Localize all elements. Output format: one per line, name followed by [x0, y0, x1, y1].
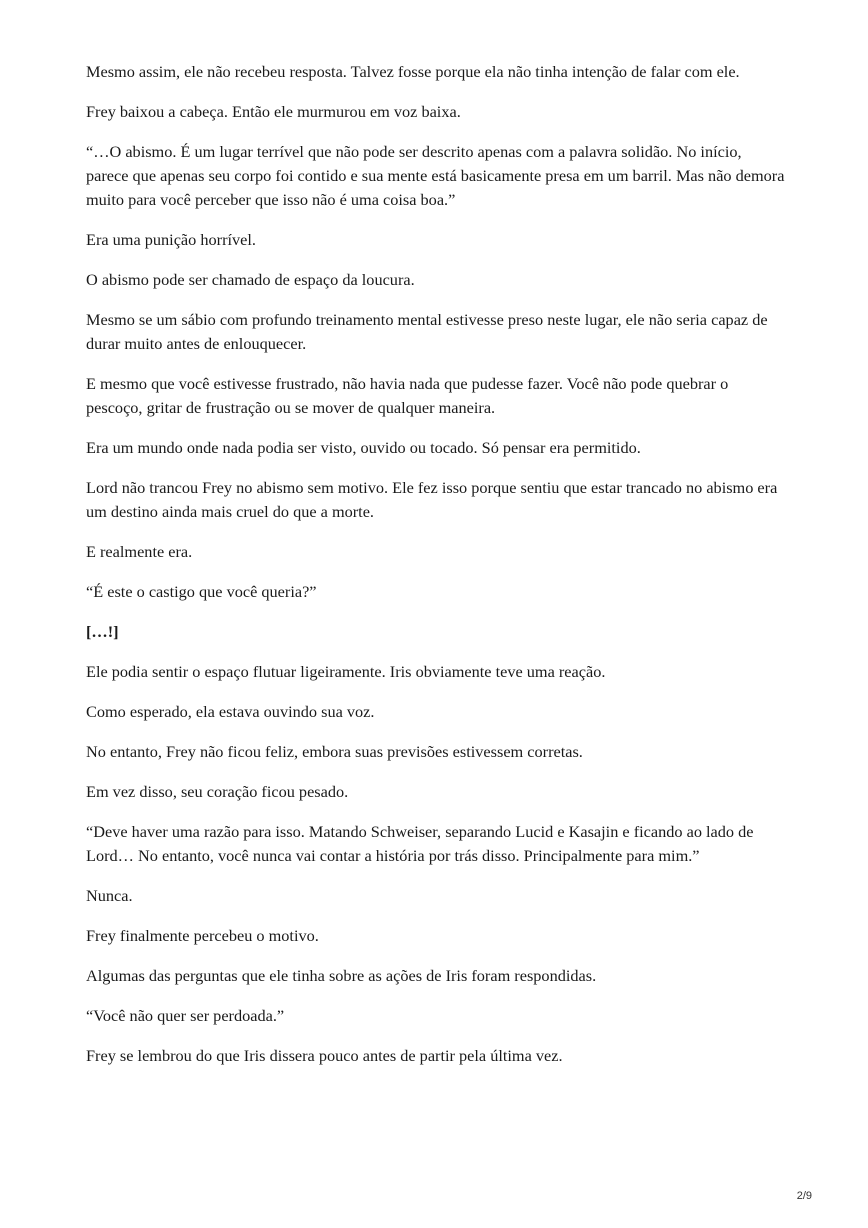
- document-body: [86, 60, 786, 1084]
- paragraph: Em vez disso, seu coração ficou pesado.: [86, 782, 349, 801]
- paragraph: “É este o castigo que você queria?”: [86, 582, 317, 601]
- paragraph: Era uma punição horrível.: [86, 230, 256, 249]
- paragraph: “…O abismo. É um lugar terrível que não pode ser descrito apenas com a palavra solidão. No início, parece que apenas seu corpo foi contido e sua mente está basicamente presa em um barril. Mas não demora muito para você perceber que isso não é uma coisa boa.”: [86, 142, 785, 209]
- paragraph: Frey baixou a cabeça. Então ele murmurou em voz baixa.: [86, 102, 461, 121]
- page-number: 2/9: [796, 1190, 812, 1202]
- paragraph: “Deve haver uma razão para isso. Matando Schweiser, separando Lucid e Kasajin e ficando ao lado de Lord… No entanto, você nunca vai contar a história por trás disso. Principalmente para mim.”: [86, 822, 754, 865]
- paragraph: Mesmo assim, ele não recebeu resposta. Talvez fosse porque ela não tinha intenção de falar com ele.: [86, 62, 740, 81]
- paragraph: No entanto, Frey não ficou feliz, embora suas previsões estivessem corretas.: [86, 742, 583, 761]
- paragraph: Frey se lembrou do que Iris dissera pouco antes de partir pela última vez.: [86, 1046, 563, 1065]
- paragraph: Lord não trancou Frey no abismo sem motivo. Ele fez isso porque sentiu que estar trancado no abismo era um destino ainda mais cruel do que a morte.: [86, 478, 778, 521]
- paragraph: E mesmo que você estivesse frustrado, não havia nada que pudesse fazer. Você não pode quebrar o pescoço, gritar de frustração ou se mover de qualquer maneira.: [86, 374, 729, 417]
- paragraph: “Você não quer ser perdoada.”: [86, 1006, 285, 1025]
- paragraph: Frey finalmente percebeu o motivo.: [86, 926, 319, 945]
- paragraph: E realmente era.: [86, 542, 193, 561]
- paragraph: Ele podia sentir o espaço flutuar ligeiramente. Iris obviamente teve uma reação.: [86, 662, 606, 681]
- paragraph: Era um mundo onde nada podia ser visto, ouvido ou tocado. Só pensar era permitido.: [86, 438, 641, 457]
- bold-paragraph: […!]: [86, 622, 119, 641]
- paragraph: Mesmo se um sábio com profundo treinamento mental estivesse preso neste lugar, ele não seria capaz de durar muito antes de enlouquecer.: [86, 310, 768, 353]
- paragraph: Nunca.: [86, 886, 133, 905]
- paragraph: O abismo pode ser chamado de espaço da loucura.: [86, 270, 415, 289]
- paragraph: Como esperado, ela estava ouvindo sua voz.: [86, 702, 375, 721]
- paragraph: Algumas das perguntas que ele tinha sobre as ações de Iris foram respondidas.: [86, 966, 597, 985]
